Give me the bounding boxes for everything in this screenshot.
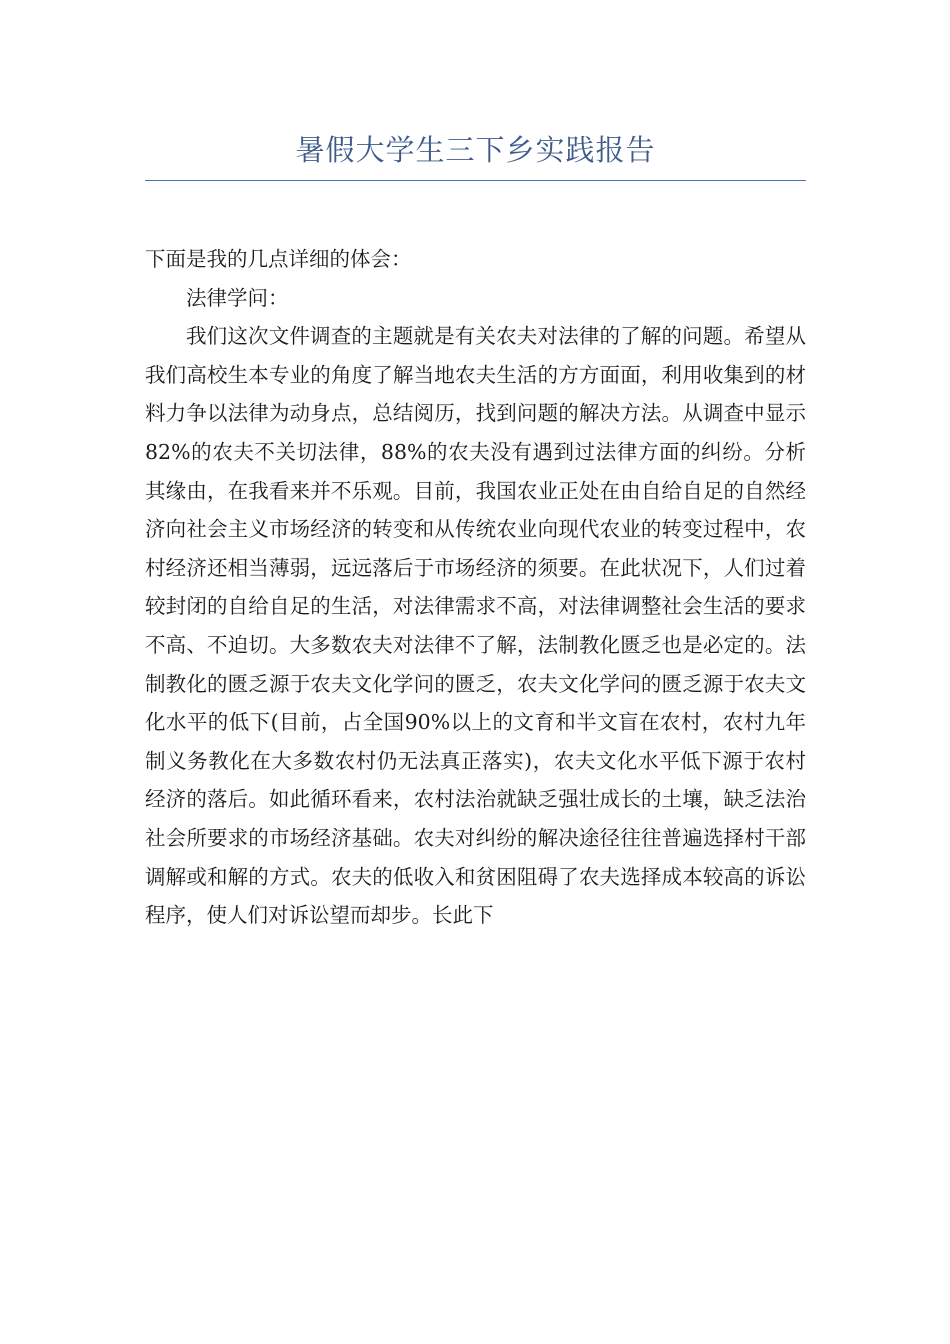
paragraph-body: 我们这次文件调查的主题就是有关农夫对法律的了解的问题。希望从我们高校生本专业的角度了解当地农夫生活的方方面面，利用收集到的材料力争以法律为动身点，总结阅历，找到问题的解决方法。从调查中显示82%的农夫不关切法律，88%的农夫没有遇到过法律方面的纠纷。分析其缘由，在我看来并不乐观。目前，我国农业正处在由自给自足的自然经济向社会主义市场经济的转变和从传统农业向现代农业的转变过程中，农村经济还相当薄弱，远远落后于市场经济的须要。在此状况下，人们过着较封闭的自给自足的生活，对法律需求不高，对法律调整社会生活的要求不高、不迫切。大多数农夫对法律不了解，法制教化匮乏也是必定的。法制教化的匮乏源于农夫文化学问的匮乏，农夫文化学问的匮乏源于农夫文化水平的低下(目前，占全国90%以上的文育和半文盲在农村，农村九年制义务教化在大多数农村仍无法真正落实)，农夫文化水平低下源于农村经济的落后。如此循环看来，农村法治就缺乏强壮成长的土壤，缺乏法治社会所要求的市场经济基础。农夫对纠纷的解决途径往往普遍选择村干部调解或和解的方式。农夫的低收入和贫困阻碍了农夫选择成本较高的诉讼程序，使人们对诉讼望而却步。长此下 [145,324,806,928]
document-body [145,240,806,935]
document-title: 暑假大学生三下乡实践报告 [295,133,656,167]
paragraph-intro: 下面是我的几点详细的体会： [145,247,412,271]
paragraph-heading-law-knowledge: 法律学问： [186,285,289,310]
title-underline [145,180,806,181]
